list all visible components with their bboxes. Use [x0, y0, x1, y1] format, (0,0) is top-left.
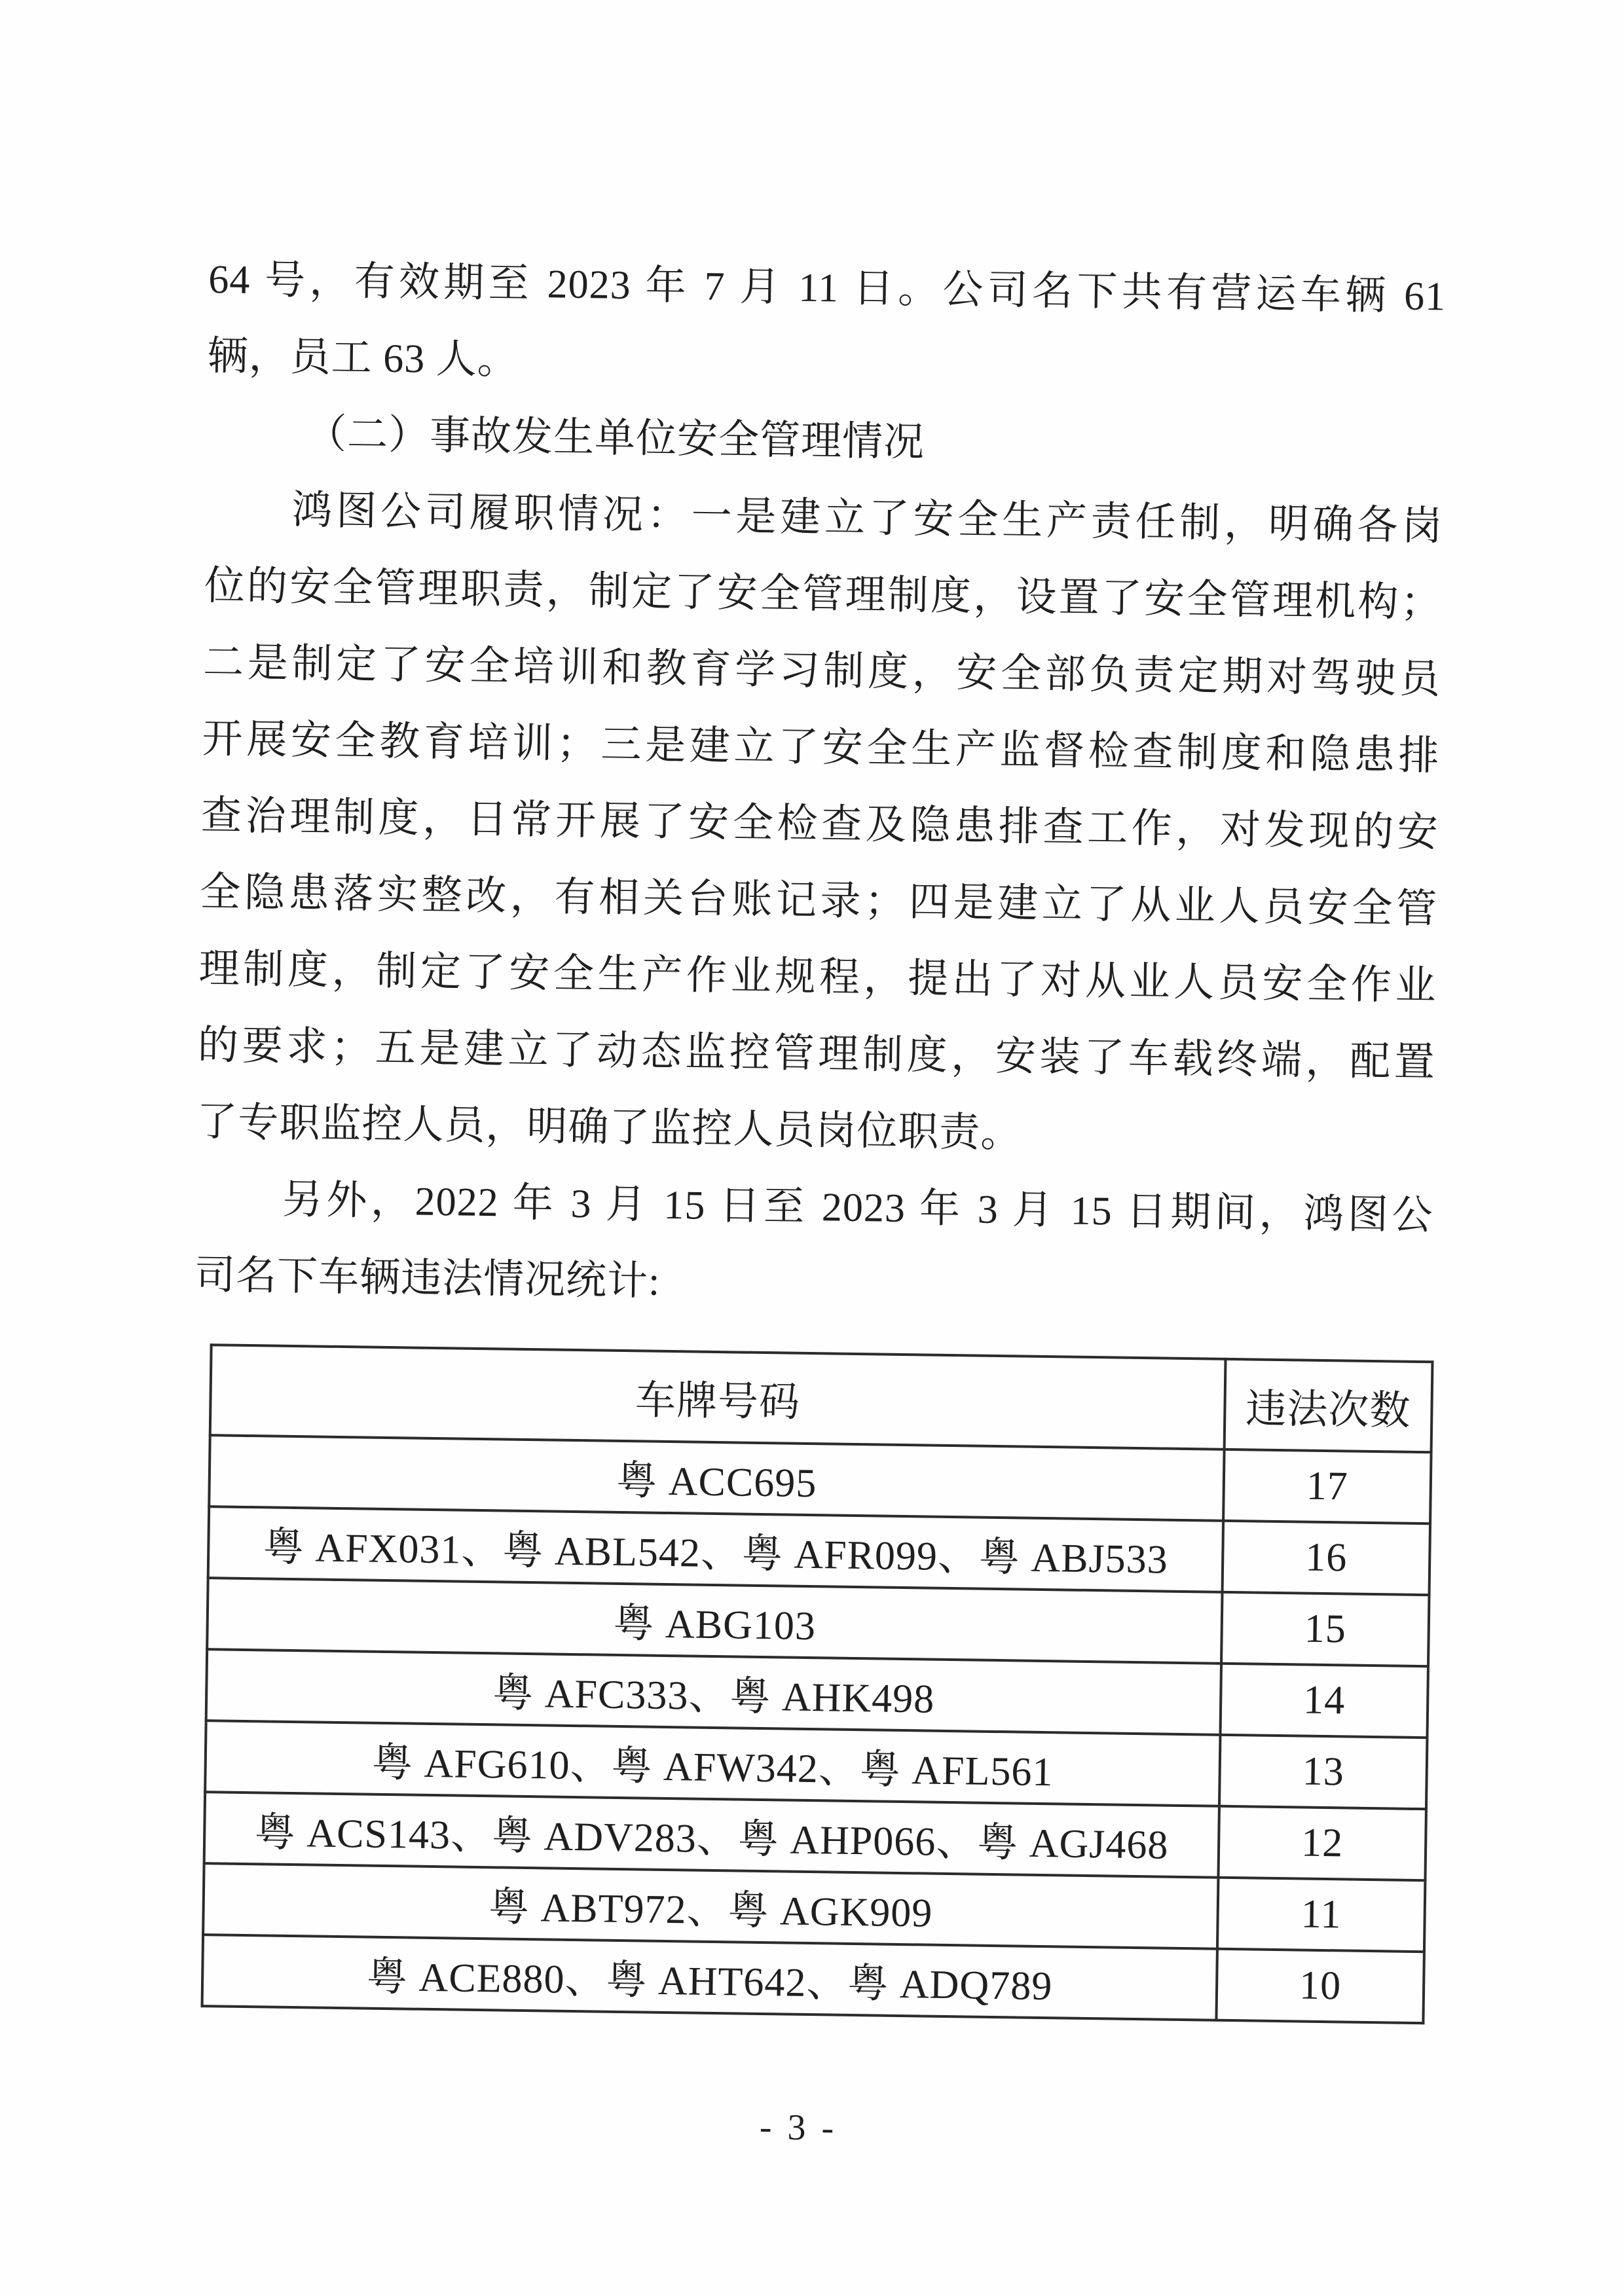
- table-cell-plates: 粤 ACS143、粤 ADV283、粤 AHP066、粤 AGJ468: [204, 1792, 1219, 1878]
- table-cell-count: 15: [1221, 1592, 1429, 1666]
- body-line: 了专职监控人员，明确了监控人员岗位职责。: [196, 1099, 1022, 1156]
- body-line: 理制度，制定了安全生产作业规程，提出了对从业人员安全作业: [198, 946, 1437, 1009]
- body-line: 司名下车辆违法情况统计:: [194, 1252, 661, 1304]
- body-line: 的要求；五是建立了动态监控管理制度，安装了车载终端，配置: [197, 1023, 1436, 1085]
- body-line: 辆，员工 63 人。: [207, 333, 519, 383]
- table-cell-count: 12: [1218, 1806, 1426, 1880]
- table-cell-count: 14: [1220, 1664, 1428, 1738]
- body-line: 另外，2022 年 3 月 15 日至 2023 年 3 月 15 日期间，鸿图公: [282, 1177, 1434, 1239]
- body-text-block: [194, 242, 1447, 1331]
- table-cell-count: 10: [1216, 1949, 1424, 2023]
- table-cell-plates: 粤 ABG103: [207, 1578, 1222, 1664]
- table-cell-plates: 粤 AFC333、粤 AHK498: [206, 1649, 1221, 1735]
- table-cell-count: 13: [1219, 1735, 1427, 1809]
- body-line: 查治理制度，日常开展了安全检查及隐患排查工作，对发现的安: [200, 793, 1439, 856]
- body-line: 64 号，有效期至 2023 年 7 月 11 日。公司名下共有营运车辆 61: [208, 257, 1447, 319]
- col-header-violation-count: 违法次数: [1225, 1359, 1433, 1452]
- table-cell-plates: 粤 AFG610、粤 AFW342、粤 AFL561: [205, 1721, 1220, 1806]
- body-line: 二是制定了安全培训和教育学习制度，安全部负责定期对驾驶员: [202, 640, 1441, 702]
- table-cell-plates: 粤 ACC695: [209, 1435, 1224, 1521]
- table-cell-plates: 粤 AFX031、粤 ABL542、粤 AFR099、粤 ABJ533: [208, 1506, 1223, 1592]
- col-header-plate-number: 车牌号码: [210, 1345, 1226, 1449]
- violations-table: [201, 1343, 1434, 2024]
- table-cell-plates: 粤 ACE880、粤 AHT642、粤 ADQ789: [202, 1935, 1217, 2020]
- table-cell-count: 11: [1217, 1878, 1425, 1952]
- body-line: 位的安全管理职责，制定了安全管理制度，设置了安全管理机构；: [204, 563, 1443, 626]
- section-heading: （二）事故发生单位安全管理情况: [305, 412, 925, 465]
- table-cell-count: 17: [1223, 1449, 1431, 1523]
- body-line: 全隐患落实整改，有相关台账记录；四是建立了从业人员安全管: [199, 869, 1438, 932]
- body-line: 开展安全教育培训；三是建立了安全生产监督检查制度和隐患排: [202, 716, 1440, 779]
- table-cell-plates: 粤 ABT972、粤 AGK909: [203, 1863, 1218, 1949]
- page-number: - 3 -: [759, 2107, 838, 2149]
- table-cell-count: 16: [1223, 1521, 1430, 1595]
- body-line: 鸿图公司履职情况：一是建立了安全生产责任制，明确各岗: [291, 488, 1443, 549]
- table-header-row: [210, 1345, 1433, 1452]
